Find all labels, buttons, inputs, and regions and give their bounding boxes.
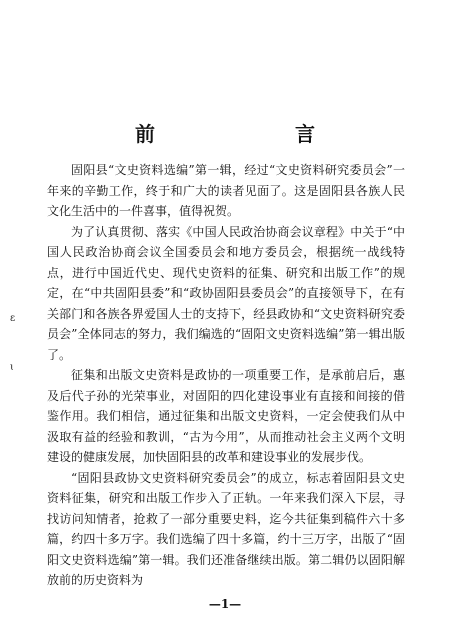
paragraph-1: 固阳县“文史资料选编”第一辑，经过“文史资料研究委员会”一年来的辛勤工作，终于和广大的读者见面了。这是固阳县各族人民文化生活中的一件喜事，值得祝贺。: [47, 163, 405, 218]
body-text: [47, 160, 405, 591]
paragraph-4: “固阳县政协文史资料研究委员会”的成立，标志着固阳县文史资料征集，研究和出版工作步入了正轨。一年来我们深入下层，寻找访问知情者，抢救了一部分重要史料，迄今共征集到稿件六十多篇，约四十多万字。我们选编了四十多篇，约十三万字，出版了“固阳文史资料选编”第一辑。我们还准备继续出版。第二辑仍以固阳解放前的历史资料为: [47, 470, 405, 587]
paragraph-3: 征集和出版文史资料是政协的一项重要工作，是承前启后，惠及后代子孙的光荣事业，对固阳的四化建设事业有直接和间接的借鉴作用。我们相信，通过征集和出版文史资料，一定会使我们从中汲取有益的经验和教训，“古为今用”，从而推动社会主义两个文明建设的健康发展，加快固阳县的改革和建设事业的发展步伐。: [47, 368, 405, 464]
paragraph-2: 为了认真贯彻、落实《中国人民政治协商会议章程》中关于“中国人民政治协商会议全国委员会和地方委员会，根据统一战线特点，进行中国近代史、现代史资料的征集、研究和出版工作”的规定，在“中共固阳县委”和“政协固阳县委员会”的直接领导下，在有关部门和各族各界爱国人士的支持下，经县政协和“文史资料研究委员会”全体同志的努力，我们编选的“固阳文史资料选编”第一辑出版了。: [47, 224, 405, 362]
margin-mark: ε: [10, 313, 16, 324]
page-title: 前 言: [135, 122, 375, 146]
margin-mark: ɩ: [10, 362, 14, 373]
page-number: —1—: [208, 597, 242, 611]
